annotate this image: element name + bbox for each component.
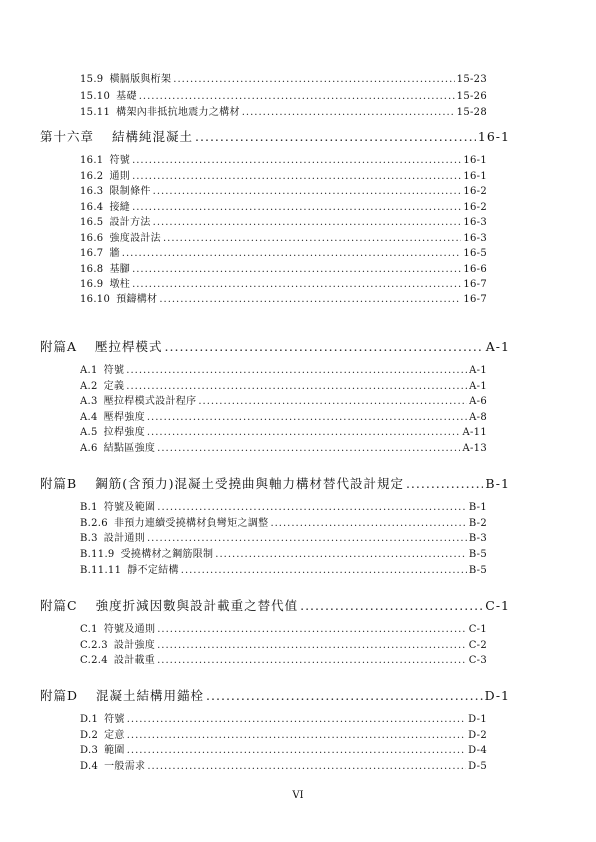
entry-number: 16.8 <box>80 264 104 275</box>
entry-page: 16-5 <box>463 248 487 259</box>
entry-page: 16-1 <box>463 155 487 166</box>
entry-number: D.2 <box>80 730 99 741</box>
dot-leader <box>132 279 461 290</box>
toc-entry[interactable] <box>80 87 487 102</box>
dot-leader <box>127 745 466 756</box>
entry-number: A.2 <box>80 381 98 392</box>
entry-page: B-5 <box>468 565 487 576</box>
appendix-page: D-1 <box>484 688 510 703</box>
dot-leader <box>163 233 461 244</box>
dot-leader <box>127 714 466 725</box>
toc-entry[interactable] <box>80 651 487 666</box>
toc-entry[interactable] <box>80 514 487 529</box>
appendix-title: 壓拉桿模式 <box>95 339 163 354</box>
entry-number: C.1 <box>80 624 98 635</box>
toc-entry[interactable] <box>80 213 487 228</box>
dot-leader <box>195 129 476 144</box>
entry-number: C.2.4 <box>80 655 108 666</box>
entry-title: 構架內非抵抗地震力之構材 <box>116 107 240 118</box>
entry-number: D.1 <box>80 714 99 725</box>
chapter-page: 16-1 <box>477 129 510 144</box>
entry-page: B-1 <box>468 502 487 513</box>
toc-chapter-heading[interactable] <box>40 127 510 145</box>
entry-number: A.5 <box>80 427 98 438</box>
entry-page: 16-2 <box>463 202 487 213</box>
entry-page: 16-6 <box>463 264 487 275</box>
entry-title: 一般需求 <box>104 761 146 772</box>
entry-number: A.6 <box>80 443 98 454</box>
entry-title: 墩柱 <box>109 279 131 290</box>
entry-title: 壓拉桿模式設計程序 <box>103 396 197 407</box>
entry-number: B.3 <box>80 533 98 544</box>
appendix-page: C-1 <box>485 598 510 613</box>
entry-number: A.3 <box>80 396 98 407</box>
appendix-title: 鋼筋(含預力)混凝土受撓曲與軸力構材替代設計規定 <box>95 476 404 491</box>
dot-leader <box>206 688 483 703</box>
entry-title: 牆 <box>109 248 120 259</box>
entry-page: 16-7 <box>463 279 487 290</box>
dot-leader <box>147 427 461 438</box>
dot-leader <box>157 443 460 454</box>
dot-leader <box>165 339 484 354</box>
toc-entry[interactable] <box>80 167 487 182</box>
entry-title: 設計方法 <box>109 217 151 228</box>
toc-entry[interactable] <box>80 275 487 290</box>
entry-title: 設計載重 <box>113 655 156 666</box>
toc-entry[interactable] <box>80 198 487 213</box>
toc-appendix-heading[interactable] <box>40 474 510 492</box>
entry-page: B-5 <box>468 549 487 560</box>
appendix-page: B-1 <box>485 476 510 491</box>
entry-title: 接縫 <box>109 202 131 213</box>
entry-number: 16.5 <box>80 217 104 228</box>
entry-page: 15-23 <box>456 74 487 85</box>
dot-leader <box>157 640 467 651</box>
appendix-page: A-1 <box>485 339 510 354</box>
dot-leader <box>132 171 461 182</box>
entry-number: 16.4 <box>80 202 104 213</box>
entry-number: 16.1 <box>80 155 104 166</box>
entry-page: A-1 <box>469 365 487 376</box>
entry-number: D.3 <box>80 745 99 756</box>
toc-entry[interactable] <box>80 561 487 576</box>
entry-title: 符號 <box>103 365 125 376</box>
dot-leader <box>270 518 466 529</box>
dot-leader <box>132 264 461 275</box>
dot-leader <box>139 91 455 102</box>
toc-entry[interactable] <box>80 423 487 438</box>
toc-appendix-heading[interactable] <box>40 337 510 355</box>
entry-page: 16-2 <box>463 186 487 197</box>
entry-title: 設計通則 <box>103 533 145 544</box>
entry-title: 符號 <box>104 714 125 725</box>
toc-entry[interactable] <box>80 229 487 244</box>
toc-entry[interactable] <box>80 529 487 544</box>
toc-entry[interactable] <box>80 757 487 772</box>
dot-leader <box>147 533 467 544</box>
toc-appendix-heading[interactable] <box>40 596 510 614</box>
entry-page: A-1 <box>469 381 487 392</box>
entry-page: A-11 <box>462 427 487 438</box>
entry-number: 15.9 <box>80 74 104 85</box>
entry-page: A-6 <box>469 396 487 407</box>
entry-number: 16.9 <box>80 279 104 290</box>
entry-page: C-2 <box>468 640 487 651</box>
dot-leader <box>153 217 462 228</box>
dot-leader <box>406 476 483 491</box>
dot-leader <box>198 396 467 407</box>
entry-page: C-3 <box>468 655 487 666</box>
dot-leader <box>126 365 467 376</box>
appendix-number: 附篇C <box>40 598 78 613</box>
appendix-number: 附篇A <box>40 339 78 354</box>
dot-leader <box>132 155 461 166</box>
chapter-title: 結構純混凝土 <box>112 129 194 144</box>
entry-number: B.1 <box>80 502 98 513</box>
appendix-number: 附篇B <box>40 476 78 491</box>
entry-number: B.11.9 <box>80 549 115 560</box>
entry-title: 基腳 <box>109 264 131 275</box>
dot-leader <box>181 565 467 576</box>
entry-number: 16.3 <box>80 186 104 197</box>
entry-number: C.2.3 <box>80 640 108 651</box>
toc-entry[interactable] <box>80 361 487 376</box>
entry-title: 結點區強度 <box>103 443 156 454</box>
dot-leader <box>153 186 462 197</box>
entry-title: 定義 <box>103 381 125 392</box>
dot-leader <box>242 107 455 118</box>
entry-title: 拉桿強度 <box>103 427 145 438</box>
entry-page: D-4 <box>468 745 487 756</box>
entry-number: 15.11 <box>80 107 111 118</box>
dot-leader <box>157 624 466 635</box>
entry-title: 基礎 <box>116 91 137 102</box>
toc-entry[interactable] <box>80 244 487 259</box>
toc-entry[interactable] <box>80 545 487 560</box>
entry-title: 符號 <box>109 155 131 166</box>
entry-page: D-2 <box>468 730 487 741</box>
entry-page: C-1 <box>468 624 487 635</box>
toc-entry[interactable] <box>80 710 487 725</box>
chapter-number: 第十六章 <box>40 129 95 144</box>
entry-page: D-5 <box>468 761 487 772</box>
entry-title: 符號及通則 <box>103 624 156 635</box>
entry-title: 設計強度 <box>113 640 156 651</box>
entry-title: 預鑄構材 <box>116 294 158 305</box>
entry-title: 符號及範圍 <box>103 502 156 513</box>
dot-leader <box>122 248 462 259</box>
entry-number: B.2.6 <box>80 518 108 529</box>
dot-leader <box>157 502 467 513</box>
entry-title: 靜不定結構 <box>127 565 179 576</box>
entry-page: D-1 <box>468 714 487 725</box>
toc-entry[interactable] <box>80 726 487 741</box>
dot-leader <box>300 598 483 613</box>
entry-page: 16-3 <box>463 233 487 244</box>
entry-number: 16.2 <box>80 171 104 182</box>
page-number: VI <box>292 790 304 801</box>
entry-number: 16.6 <box>80 233 104 244</box>
entry-title: 受撓構材之鋼筋限制 <box>120 549 214 560</box>
entry-title: 定意 <box>104 730 125 741</box>
dot-leader <box>126 381 467 392</box>
toc-entry[interactable] <box>80 290 487 305</box>
entry-title: 通則 <box>109 171 131 182</box>
dot-leader <box>147 761 466 772</box>
dot-leader <box>173 74 454 85</box>
appendix-number: 附篇D <box>40 688 79 703</box>
entry-page: 15-26 <box>456 91 487 102</box>
toc-entry[interactable] <box>80 392 487 407</box>
entry-number: A.1 <box>80 365 98 376</box>
entry-title: 壓桿強度 <box>103 412 145 423</box>
entry-title: 強度設計法 <box>109 233 161 244</box>
entry-page: A-8 <box>469 412 487 423</box>
toc-entry[interactable] <box>80 151 487 166</box>
entry-number: A.4 <box>80 412 98 423</box>
appendix-title: 強度折減因數與設計載重之替代值 <box>95 598 299 613</box>
dot-leader <box>147 412 467 423</box>
toc-entry[interactable] <box>80 103 487 118</box>
dot-leader <box>159 294 461 305</box>
entry-page: B-3 <box>468 533 487 544</box>
entry-title: 限制條件 <box>109 186 151 197</box>
toc-appendix-heading[interactable] <box>40 686 510 704</box>
toc-entry[interactable] <box>80 498 487 513</box>
entry-page: 16-7 <box>463 294 487 305</box>
entry-title: 非預力連續受撓構材負彎矩之調整 <box>113 518 269 529</box>
toc-entry[interactable] <box>80 377 487 392</box>
entry-page: A-13 <box>462 443 487 454</box>
entry-title: 橫膈版與桁架 <box>109 74 172 85</box>
toc-entry[interactable] <box>80 620 487 635</box>
entry-page: 16-1 <box>463 171 487 182</box>
entry-page: 15-28 <box>456 107 487 118</box>
dot-leader <box>127 730 466 741</box>
toc-entry[interactable] <box>80 70 487 85</box>
toc-entry[interactable] <box>80 741 487 756</box>
dot-leader <box>215 549 467 560</box>
entry-number: B.11.11 <box>80 565 122 576</box>
entry-page: 16-3 <box>463 217 487 228</box>
entry-number: 16.10 <box>80 294 111 305</box>
entry-page: B-2 <box>468 518 487 529</box>
appendix-title: 混凝土結構用錨栓 <box>96 688 205 703</box>
toc-entry[interactable] <box>80 408 487 423</box>
entry-number: D.4 <box>80 761 99 772</box>
dot-leader <box>132 202 461 213</box>
toc-entry[interactable] <box>80 182 487 197</box>
entry-number: 16.7 <box>80 248 104 259</box>
dot-leader <box>157 655 467 666</box>
entry-number: 15.10 <box>80 91 111 102</box>
toc-entry[interactable] <box>80 439 487 454</box>
toc-entry[interactable] <box>80 636 487 651</box>
entry-title: 範圍 <box>104 745 125 756</box>
toc-entry[interactable] <box>80 260 487 275</box>
